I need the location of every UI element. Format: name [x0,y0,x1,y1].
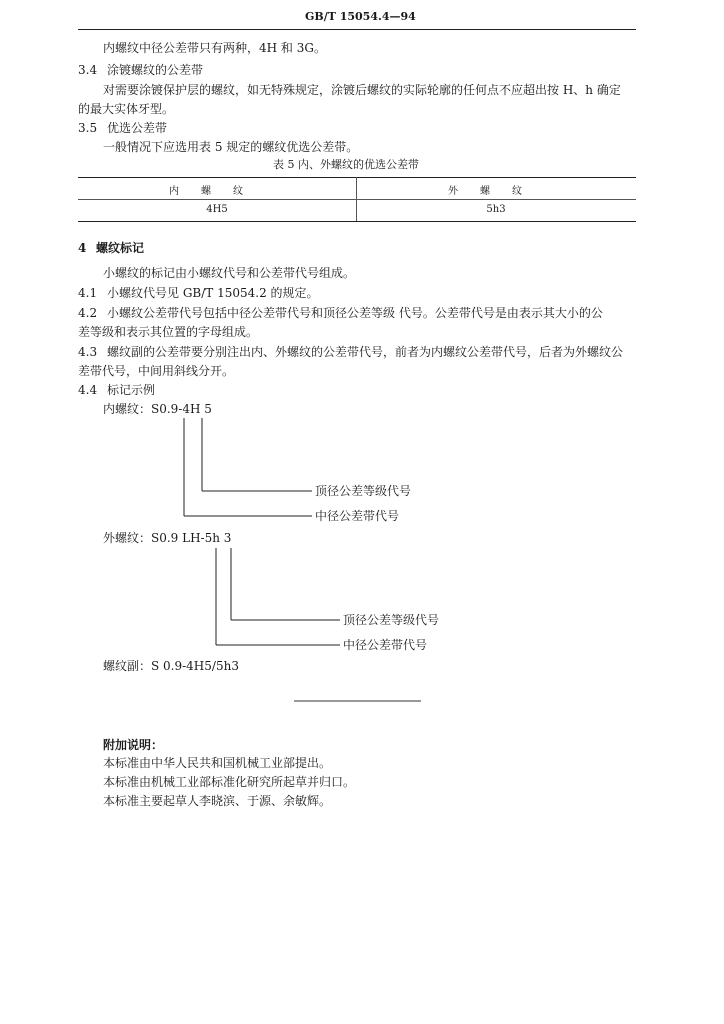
appendix-line-1: 本标准由中华人民共和国机械工业部提出。 [103,756,332,770]
table-5-caption: 表 5 内、外螺纹的优选公差带 [273,158,419,171]
section-4-4-title: 标记示例 [107,383,156,397]
section-4-3-line2: 差带代号，中间用斜线分开。 [78,364,235,378]
section-4-1-number: 4.1 [78,286,98,300]
section-4-3-number: 4.3 [78,345,98,359]
section-3-5-title: 优选公差带 [107,121,168,135]
section-4-title: 螺纹标记 [96,241,145,255]
standard-number: GB/T 15054.4—94 [305,10,416,23]
section-4-2-number: 4.2 [78,306,98,320]
thread-pair-marking: 螺纹副：S 0.9-4H5/5h3 [103,659,239,673]
intro-paragraph: 内螺纹中径公差带只有两种，4H 和 3G。 [103,41,326,55]
appendix-line-2: 本标准由机械工业部标准化研究所起草并归口。 [103,775,356,789]
table-header-internal: 内螺纹 [169,186,265,197]
section-3-5-body: 一般情况下应选用表 5 规定的螺纹优选公差带。 [103,140,359,154]
appendix-title: 附加说明： [103,738,164,752]
section-3-4-body-line2: 的最大实体牙型。 [78,102,175,116]
internal-thread-marking: 内螺纹：S0.9-4H 5 [103,402,212,416]
section-3-5-number: 3.5 [78,121,98,135]
external-callout-bottom-label: 中径公差带代号 [343,638,428,652]
section-3-4-title: 涂镀螺纹的公差带 [107,63,204,77]
section-4-4-number: 4.4 [78,383,98,397]
section-4-body: 小螺纹的标记由小螺纹代号和公差带代号组成。 [103,266,356,280]
section-4-3-line1: 螺纹副的公差带要分别注出内、外螺纹的公差带代号，前者为内螺纹公差带代号，后者为外螺纹公 [107,345,624,359]
external-thread-marking: 外螺纹：S0.9 LH-5h 3 [103,531,232,545]
section-3-4-number: 3.4 [78,63,98,77]
section-3-4-body-line1: 对需要涂镀保护层的螺纹，如无特殊规定，涂镀后螺纹的实际轮廓的任何点不应超出按 H、h 确定 [103,83,621,97]
section-4-2-line1: 小螺纹公差带代号包括中径公差带代号和顶径公差等级 代号。公差带代号是由表示其大小的公 [107,306,603,320]
internal-callout-top-label: 顶径公差等级代号 [315,484,412,498]
section-4-number: 4 [78,241,87,255]
section-4-2-line2: 差等级和表示其位置的字母组成。 [78,325,259,339]
table-cell-internal: 4H5 [206,204,228,215]
appendix-line-3: 本标准主要起草人李晓滨、于源、余敏辉。 [103,794,332,808]
external-callout-top-label: 顶径公差等级代号 [343,613,440,627]
table-header-external: 外螺纹 [448,186,544,197]
table-cell-external: 5h3 [486,204,506,215]
section-4-1-body: 小螺纹代号见 GB/T 15054.2 的规定。 [107,286,319,300]
internal-callout-bottom-label: 中径公差带代号 [315,509,400,523]
